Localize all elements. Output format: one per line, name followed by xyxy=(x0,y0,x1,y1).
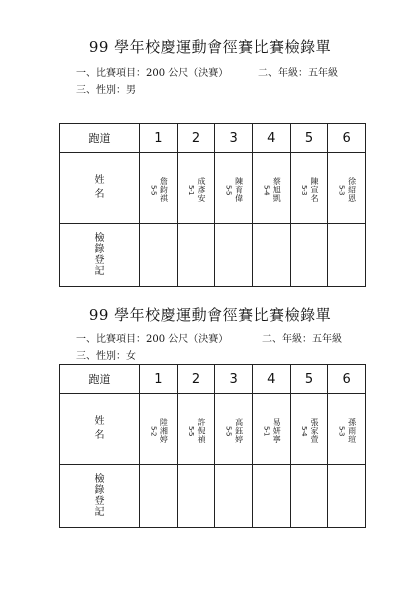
registration-cell[interactable] xyxy=(290,465,328,528)
grade-line: 二、年級：五年級 xyxy=(258,68,338,79)
registration-cell[interactable] xyxy=(328,224,366,287)
class-code: 5-3 xyxy=(337,425,346,436)
registration-row xyxy=(60,465,366,528)
athlete-name: 陸湘婷 xyxy=(159,417,169,444)
athlete-name: 高鈺婷 xyxy=(234,417,244,444)
lane-number: 3 xyxy=(215,365,253,394)
class-code: 5-1 xyxy=(262,425,271,436)
athlete-cell xyxy=(177,153,215,224)
registration-cell[interactable] xyxy=(252,465,290,528)
athlete-cell xyxy=(252,153,290,224)
registration-row xyxy=(60,224,366,287)
registration-cell[interactable] xyxy=(328,465,366,528)
athlete-name: 蔡旭凱 xyxy=(272,176,282,203)
athlete-name: 張家萱 xyxy=(309,417,319,444)
athlete-cell xyxy=(252,394,290,465)
registration-cell[interactable] xyxy=(215,224,253,287)
class-code: 5-5 xyxy=(224,425,233,436)
lane-number: 6 xyxy=(328,365,366,394)
form-title: 99 學年校慶運動會徑賽比賽檢錄單 xyxy=(88,306,332,324)
registration-cell[interactable] xyxy=(177,224,215,287)
athlete-name: 陳育偉 xyxy=(234,176,244,203)
athlete-cell xyxy=(290,394,328,465)
lane-number: 4 xyxy=(252,365,290,394)
registration-cell[interactable] xyxy=(140,465,178,528)
class-code: 5-4 xyxy=(262,184,271,195)
gender-line: 三、性別：女 xyxy=(76,351,136,362)
athlete-name: 陳宣名 xyxy=(309,176,319,203)
athlete-name: 易妍寧 xyxy=(272,417,282,444)
athlete-name: 孫雨瑄 xyxy=(347,417,357,444)
name-row xyxy=(60,394,366,465)
registration-cell[interactable] xyxy=(252,224,290,287)
athlete-name: 詹鈞祺 xyxy=(159,176,169,203)
registration-label: 檢 錄 登 記 xyxy=(60,224,140,287)
lane-number: 2 xyxy=(177,365,215,394)
class-code: 5-3 xyxy=(337,184,346,195)
lane-header-row xyxy=(60,124,366,153)
form-title: 99 學年校慶運動會徑賽比賽檢錄單 xyxy=(88,38,332,56)
lane-table xyxy=(59,123,366,287)
name-label: 姓 名 xyxy=(60,153,140,224)
lane-number: 1 xyxy=(140,124,178,153)
lane-header-row xyxy=(60,365,366,394)
lane-header-label: 跑道 xyxy=(60,124,140,153)
class-code: 5-2 xyxy=(149,425,158,436)
lane-number: 1 xyxy=(140,365,178,394)
class-code: 5-3 xyxy=(299,184,308,195)
class-code: 5-1 xyxy=(186,184,195,195)
lane-header-label: 跑道 xyxy=(60,365,140,394)
athlete-name: 徐紹恩 xyxy=(347,176,357,203)
athlete-cell xyxy=(140,394,178,465)
registration-cell[interactable] xyxy=(215,465,253,528)
event-line: 一、比賽項目：200 公尺（決賽） xyxy=(76,334,229,345)
class-code: 5-5 xyxy=(186,425,195,436)
lane-number: 6 xyxy=(328,124,366,153)
athlete-cell xyxy=(215,153,253,224)
name-row xyxy=(60,153,366,224)
athlete-cell xyxy=(328,394,366,465)
class-code: 5-5 xyxy=(224,184,233,195)
athlete-cell xyxy=(140,153,178,224)
class-code: 5-5 xyxy=(149,184,158,195)
registration-label: 檢 錄 登 記 xyxy=(60,465,140,528)
athlete-cell xyxy=(328,153,366,224)
registration-cell[interactable] xyxy=(140,224,178,287)
lane-number: 4 xyxy=(252,124,290,153)
athlete-cell xyxy=(290,153,328,224)
lane-number: 5 xyxy=(290,124,328,153)
grade-line: 二、年級：五年級 xyxy=(262,334,342,345)
class-code: 5-4 xyxy=(299,425,308,436)
name-label: 姓 名 xyxy=(60,394,140,465)
athlete-cell xyxy=(177,394,215,465)
athlete-cell xyxy=(215,394,253,465)
athlete-name: 成彥安 xyxy=(196,176,206,203)
gender-line: 三、性別：男 xyxy=(76,85,136,96)
registration-cell[interactable] xyxy=(177,465,215,528)
lane-number: 3 xyxy=(215,124,253,153)
registration-cell[interactable] xyxy=(290,224,328,287)
event-line: 一、比賽項目：200 公尺（決賽） xyxy=(76,68,229,79)
lane-number: 5 xyxy=(290,365,328,394)
athlete-name: 許倪禎 xyxy=(196,417,206,444)
lane-table xyxy=(59,364,366,528)
lane-number: 2 xyxy=(177,124,215,153)
